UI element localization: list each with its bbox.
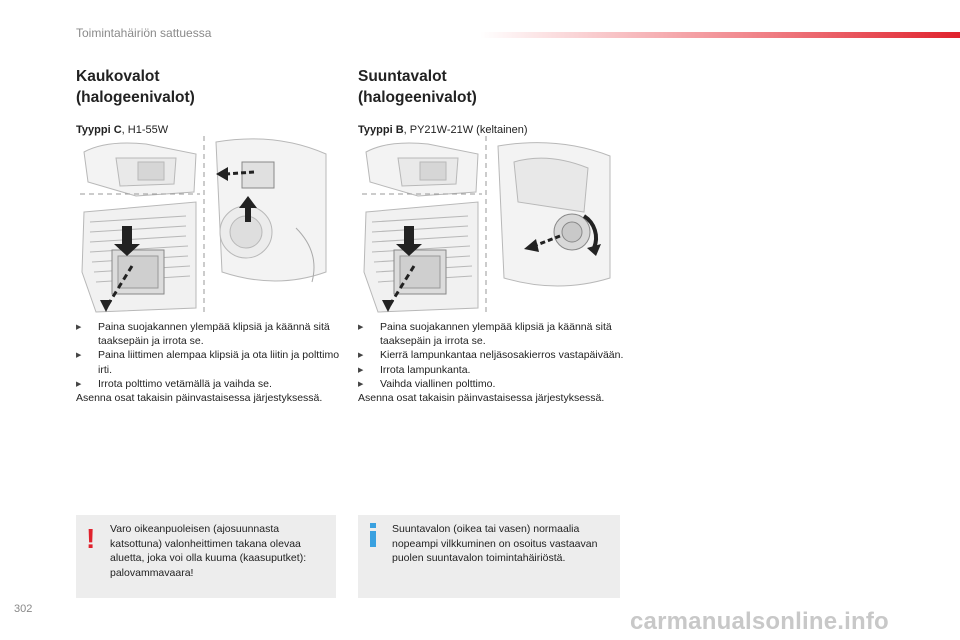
indicator-step: ▶ Irrota lampunkanta.	[358, 363, 628, 377]
indicator-type-label: Tyyppi B	[358, 124, 404, 136]
indicator-title-line1: Suuntavalot	[358, 68, 447, 85]
indicator-step: ▶ Vaihda viallinen polttimo.	[358, 377, 628, 391]
high-beam-title	[76, 66, 346, 108]
section-title: Toimintahäiriön sattuessa	[76, 26, 212, 40]
high-beam-illustration	[76, 132, 338, 314]
high-beam-section	[76, 66, 346, 136]
warning-text: Varo oikeanpuoleisen (ajosuunnasta katsottuna) valonheittimen takana olevaa aluetta, joka voi olla kuuma (kaasuputket): palovammavaara!	[110, 523, 307, 579]
high-beam-instructions	[76, 320, 346, 405]
high-beam-type-label: Tyyppi C	[76, 124, 122, 136]
indicator-type-value: , PY21W-21W (keltainen)	[403, 124, 528, 136]
indicator-title	[358, 66, 628, 108]
info-text: Suuntavalon (oikea tai vasen) normaalia nopeampi vilkkuminen on osoitus vastaavan puolen suuntavalon toimintahäiriöstä.	[392, 523, 598, 564]
page-number: 302	[14, 603, 33, 615]
indicator-step: ▶ Paina suojakannen ylempää klipsiä ja käännä sitä taaksepäin ja irrota se.	[358, 320, 628, 348]
high-beam-step: ▶ Irrota polttimo vetämällä ja vaihda se.	[76, 377, 346, 391]
indicator-step: ▶ Kierrä lampunkantaa neljäsosakierros vastapäivään.	[358, 348, 628, 362]
high-beam-title-line2: (halogeenivalot)	[76, 89, 195, 106]
indicator-illustration	[358, 132, 620, 314]
indicator-instructions	[358, 320, 628, 405]
high-beam-step: ▶ Paina suojakannen ylempää klipsiä ja käännä sitä taaksepäin ja irrota se.	[76, 320, 346, 348]
watermark: carmanualsonline.info	[630, 608, 889, 635]
indicator-title-line2: (halogeenivalot)	[358, 89, 477, 106]
high-beam-step: ▶ Paina liittimen alempaa klipsiä ja ota liitin ja polttimo irti.	[76, 348, 346, 376]
warning-box	[76, 515, 336, 598]
indicator-section	[358, 66, 628, 136]
warning-exclamation-icon: !	[86, 523, 96, 554]
info-box	[358, 515, 620, 598]
info-i-icon	[370, 523, 377, 545]
high-beam-type-value: , H1-55W	[121, 124, 169, 136]
indicator-closing-note: Asenna osat takaisin päinvastaisessa järjestyksessä.	[358, 392, 605, 405]
high-beam-title-line1: Kaukovalot	[76, 68, 160, 85]
header-accent-bar	[480, 32, 960, 38]
high-beam-closing-note: Asenna osat takaisin päinvastaisessa järjestyksessä.	[76, 392, 323, 405]
